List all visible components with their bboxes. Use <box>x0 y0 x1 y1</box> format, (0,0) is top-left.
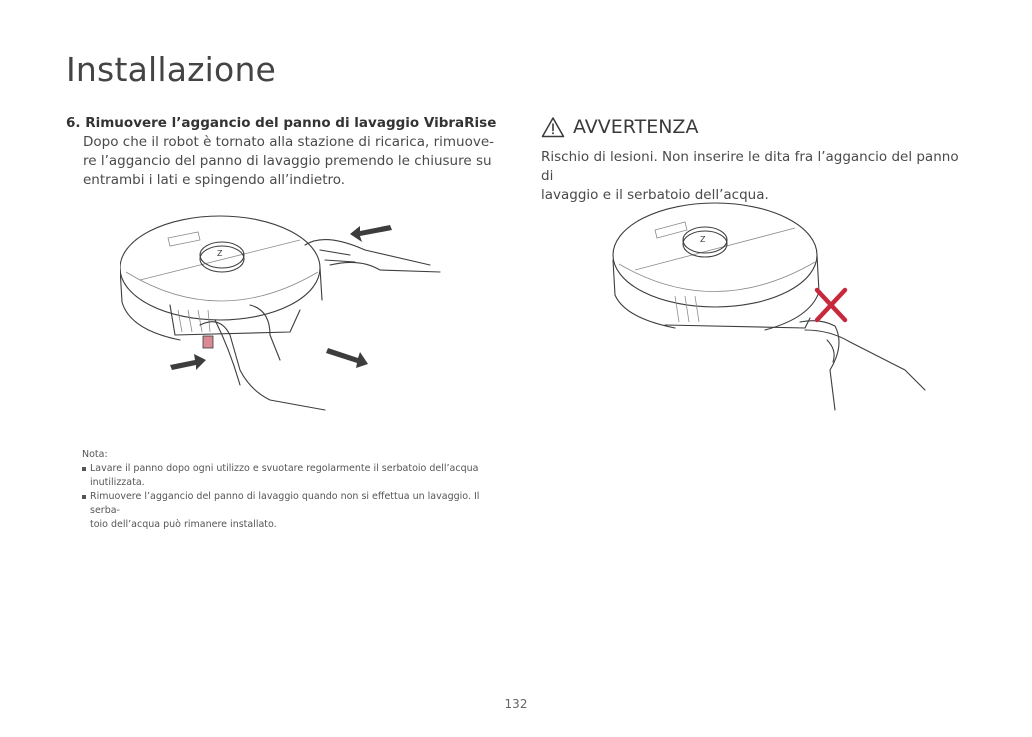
mop-bracket <box>170 305 300 348</box>
mop-removal-illustration <box>120 210 450 435</box>
step-section <box>66 114 506 190</box>
robot-vacuum-body <box>613 203 819 330</box>
prohibited-x-icon <box>817 290 845 320</box>
warning-triangle-icon <box>541 116 565 138</box>
list-item: Rimuovere l’aggancio del panno di lavaggio quando non si effettua un lavaggio. Il serba- toio dell’acqua può rimanere installato. <box>82 490 502 532</box>
robot-vacuum-body <box>120 216 322 340</box>
notes-list <box>82 462 502 532</box>
finger-hand <box>800 321 925 410</box>
list-item: Lavare il panno dopo ogni utilizzo e svuotare regolarmente il serbatoio dell’acqua inutilizzata. <box>82 462 502 490</box>
notes-section <box>82 448 502 532</box>
step-heading: 6. Rimuovere l’aggancio del panno di lavaggio VibraRise <box>66 115 497 131</box>
warning-title: AVVERTENZA <box>573 116 699 138</box>
svg-text:Z: Z <box>217 249 223 258</box>
page-number: 132 <box>504 697 528 711</box>
warning-section <box>541 114 961 205</box>
warning-body: Rischio di lesioni. Non inserire le dita fra l’aggancio del panno di lavaggio e il serbatoio dell’acqua. <box>541 149 959 203</box>
svg-text:Z: Z <box>700 235 706 244</box>
step-body: Dopo che il robot è tornato alla stazione di ricarica, rimuove- re l’aggancio del panno di lavaggio premendo le chiusure su entrambi i lati e spingendo all’indietro. <box>83 134 495 188</box>
notes-label: Nota: <box>82 449 108 460</box>
warning-illustration <box>605 200 935 420</box>
page-title: Installazione <box>66 50 277 89</box>
warning-heading-row <box>541 114 961 140</box>
